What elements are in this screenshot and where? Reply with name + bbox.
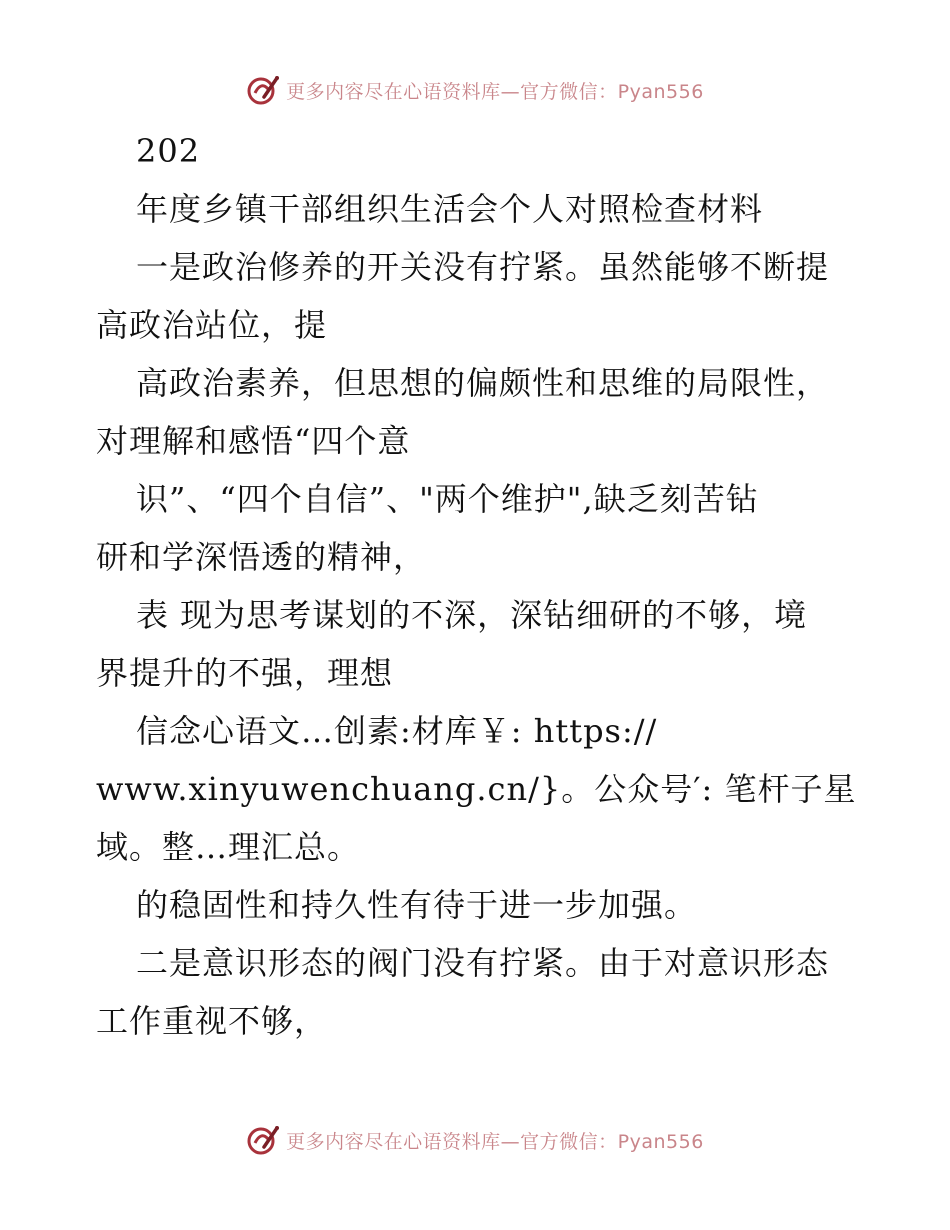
doc-line: 的稳固性和持久性有待于进一步加强。	[136, 886, 698, 924]
doc-line: 识”、“四个自信”、"两个维护",缺乏刻苦钻	[136, 480, 759, 518]
document-body	[96, 122, 866, 1050]
doc-line: www.xinyuwenchuang.cn/}。公众号′: 笔杆子星	[96, 770, 857, 808]
footer-watermark	[0, 1120, 950, 1160]
doc-line: 表 现为思考谋划的不深，深钻细研的不够，境	[136, 596, 808, 634]
doc-line: 二是意识形态的阀门没有拧紧。由于对意识形态	[136, 944, 830, 982]
doc-line: 一是政治修养的开关没有拧紧。虽然能够不断提	[136, 248, 830, 286]
header-watermark-text: 更多内容尽在心语资料库—官方微信：Pyan556	[286, 80, 704, 103]
doc-line: 域。整…理汇总。	[96, 828, 361, 866]
header-watermark	[0, 70, 950, 110]
doc-line: 工作重视不够，	[96, 1002, 328, 1040]
brush-seal-icon	[246, 1123, 280, 1157]
doc-line: 对理解和感悟“四个意	[96, 422, 411, 460]
doc-line: 界提升的不强，理想	[96, 654, 394, 692]
doc-title: 年度乡镇干部组织生活会个人对照检查材料	[136, 190, 764, 228]
doc-line: 研和学深悟透的精神，	[96, 538, 427, 576]
doc-line: 高政治素养，但思想的偏颇性和思维的局限性，	[136, 364, 830, 402]
doc-line: 高政治站位，提	[96, 306, 328, 344]
doc-line: 信念心语文…创素:材库￥: https://	[136, 712, 658, 750]
doc-line: 202	[136, 132, 201, 170]
brush-seal-icon	[246, 73, 280, 107]
footer-watermark-text: 更多内容尽在心语资料库—官方微信：Pyan556	[286, 1130, 704, 1153]
